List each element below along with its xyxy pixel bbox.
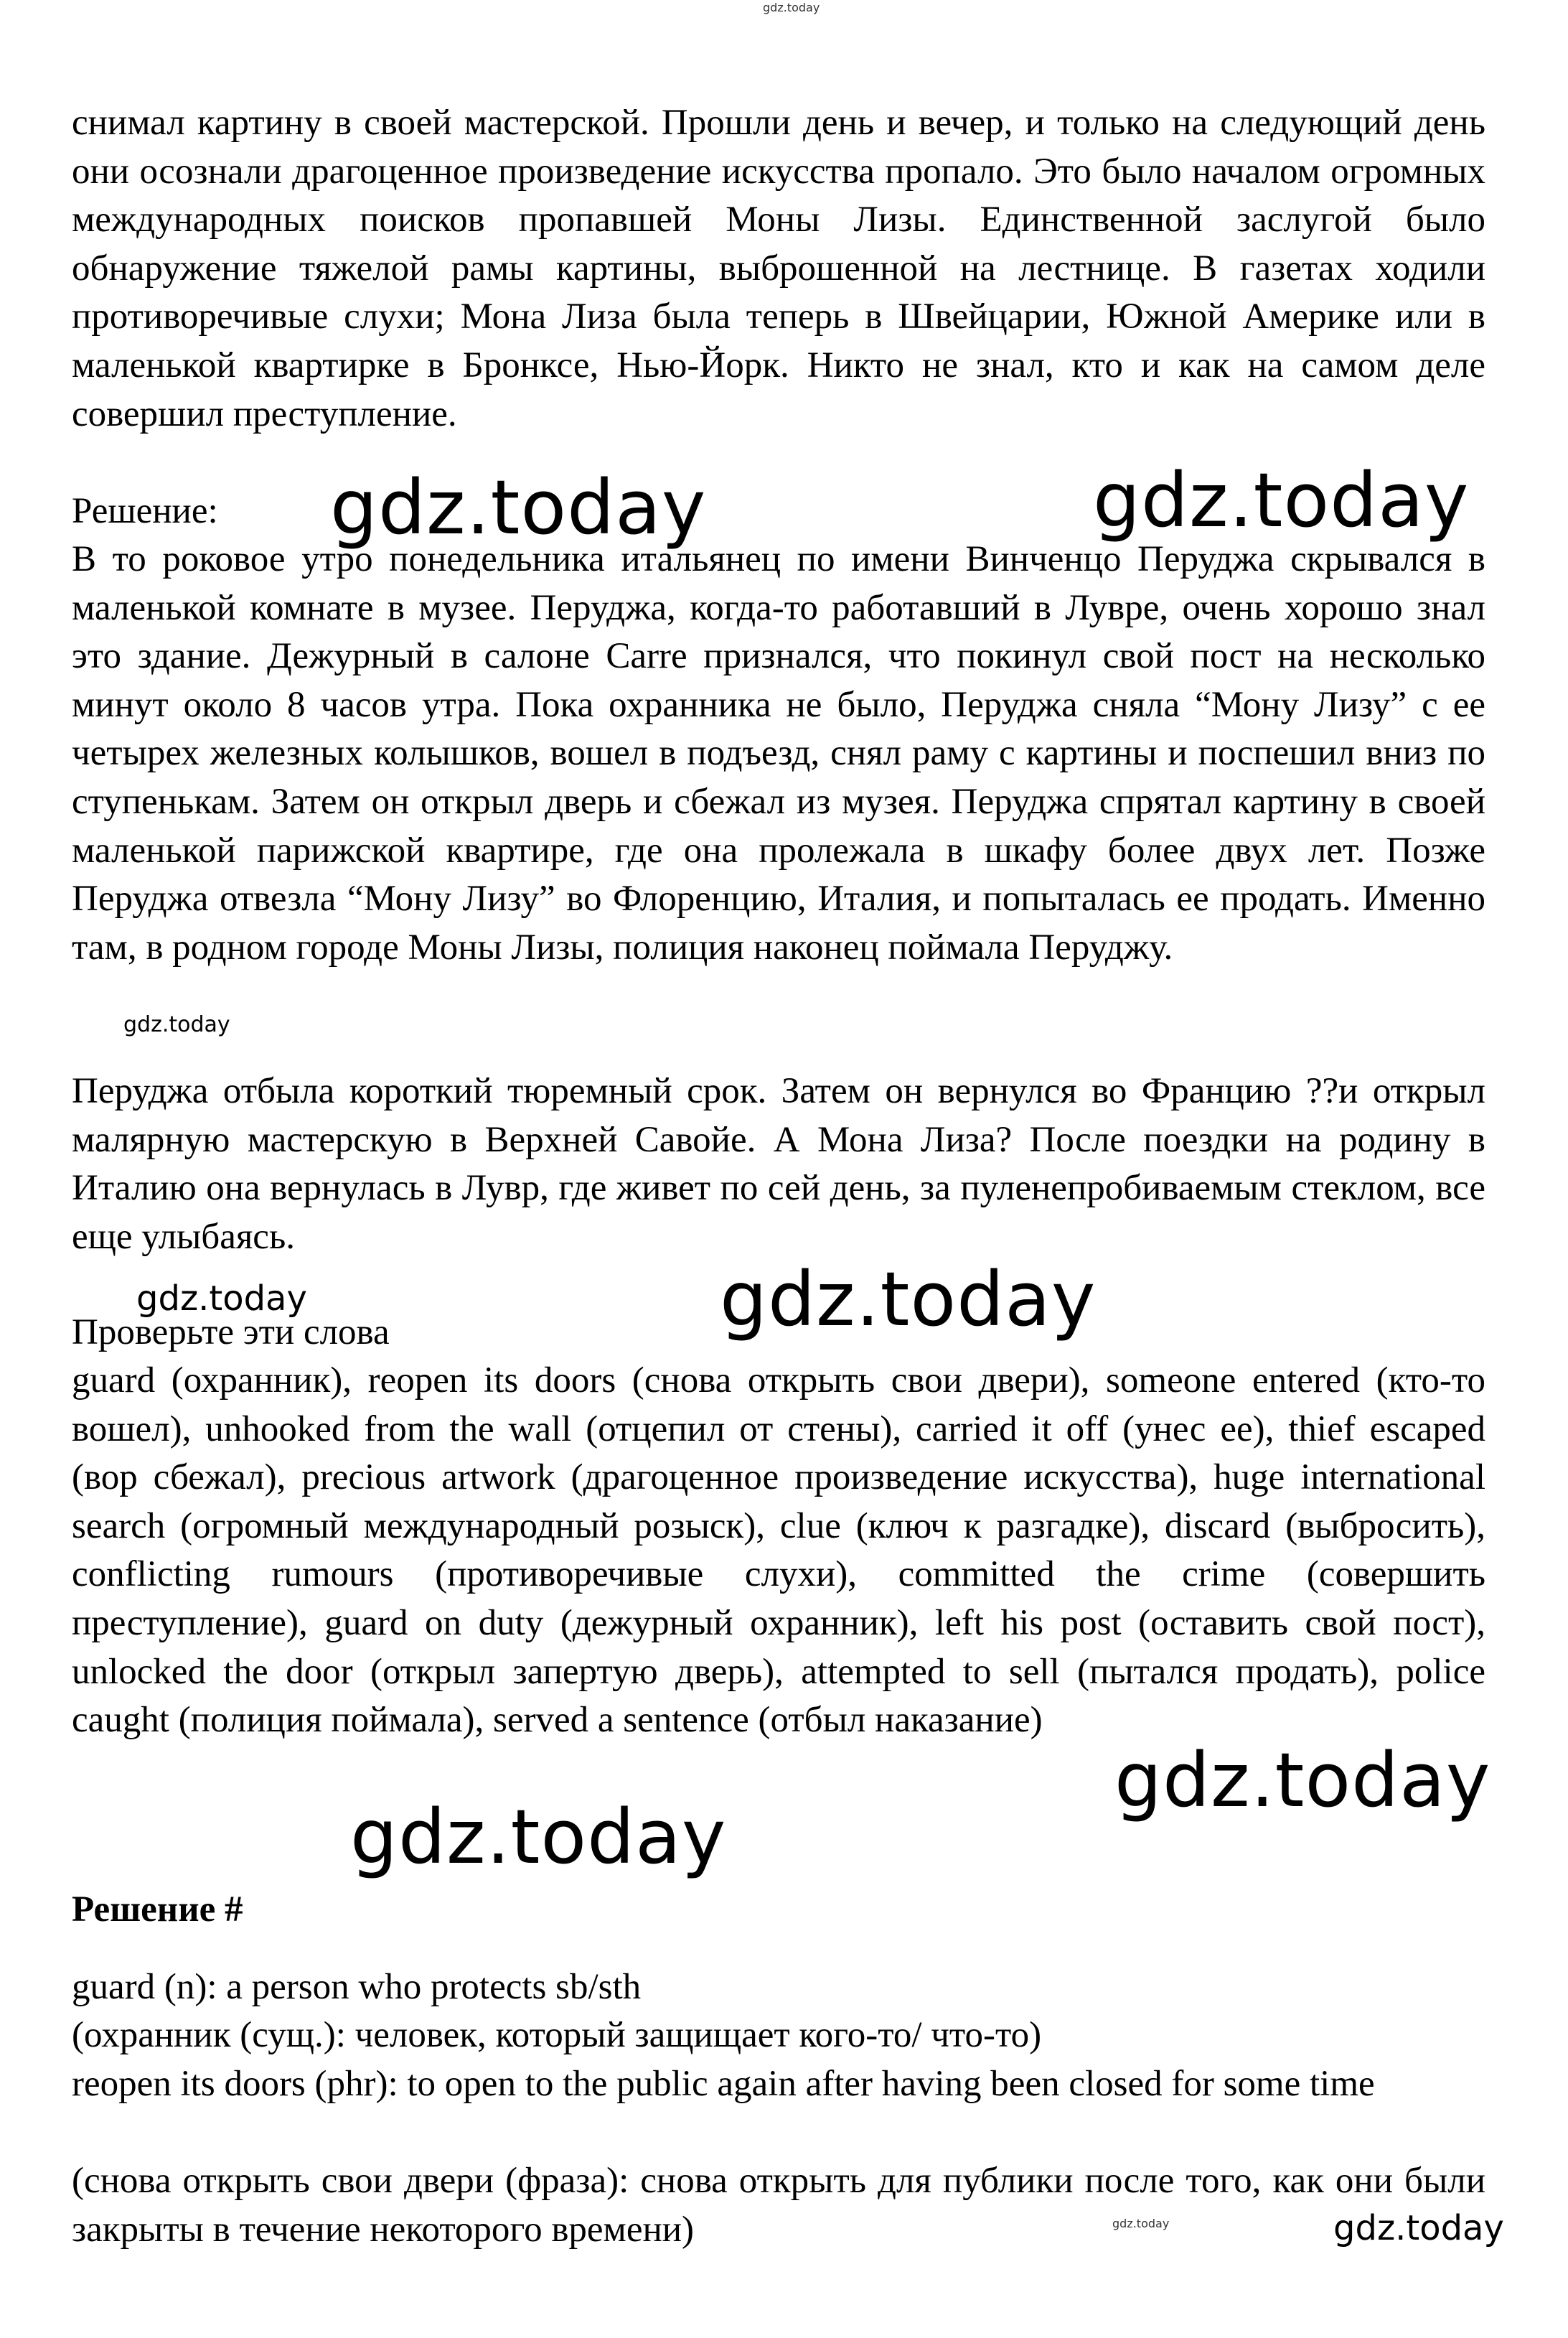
watermark-top: gdz.today <box>763 1 820 14</box>
watermark-8: gdz.today <box>1112 2217 1170 2230</box>
solution-paragraph: В то роковое утро понедельника итальянец по имени Винченцо Перуджа скрывался в маленькой комнате в музее. Перуджа, когда-то работавший в Лувре, очень хорошо знал это здание. Дежурный в салоне Carre признался, что покинул свой пост на несколько минут около 8 часов утра. Пока охранника не было, Перуджа сняла “Мону Лизу” с ее четырех железных колышков, вошел в подъезд, снял раму с картины и поспешил вниз по ступенькам. Затем он открыл дверь и сбежал из музея. Перуджа спрятал картину в своей маленькой парижской квартире, где она пролежала в шкафу более двух лет. Позже Перуджа отвезла “Мону Лизу” во Флоренцию, Италия, и попыталась ее продать. Именно там, в родном городе Моны Лизы, полиция наконец поймала Перуджу. <box>72 539 1485 968</box>
watermark-5: gdz.today <box>720 1255 1097 1343</box>
guard-definition-en: guard (n): a person who protects sb/sth <box>72 1967 642 2007</box>
watermark-4: gdz.today <box>136 1278 307 1319</box>
check-words-label: Проверьте эти слова <box>72 1312 390 1352</box>
reopen-definition-en: reopen its doors (phr): to open to the public again after having been closed for some time <box>72 2064 1375 2104</box>
watermark-2: gdz.today <box>1093 457 1470 544</box>
story-intro-paragraph: снимал картину в своей мастерской. Прошли день и вечер, и только на следующий день они осознали драгоценное произведение искусства пропало. Это было началом огромных международных поисков пропавшей Моны Лизы. Единственной заслугой было обнаружение тяжелой рамы картины, выброшенной на лестнице. В газетах ходили противоречивые слухи; Мона Лиза была теперь в Швейцарии, Южной Америке или в маленькой квартирке в Бронксе, Нью-Йорк. Никто не знал, кто и как на самом деле совершил преступление. <box>72 103 1485 434</box>
watermark-3: gdz.today <box>123 1012 230 1037</box>
solution-heading: Решение # <box>72 1889 243 1930</box>
watermark-9: gdz.today <box>1333 2208 1504 2248</box>
ending-paragraph: Перуджа отбыла короткий тюремный срок. Затем он вернулся во Францию ??и открыл малярную мастерскую в Верхней Савойе. А Мона Лиза? После поездки на родину в Италию она вернулась в Лувр, где живет по сей день, за пуленепробиваемым стеклом, все еще улыбаясь. <box>72 1071 1485 1257</box>
guard-definition-ru: (охранник (сущ.): человек, который защищает кого-то/ что-то) <box>72 2015 1042 2055</box>
watermark-6: gdz.today <box>1114 1736 1491 1824</box>
solution-label: Решение: <box>72 491 218 531</box>
vocabulary-paragraph: guard (охранник), reopen its doors (снова открыть свои двери), someone entered (кто-то вошел), unhooked from the wall (отцепил от стены), carried it off (унес ее), thief escaped (вор сбежал), precious artwork (драгоценное произведение искусства), huge international search (огромный международный розыск), clue (ключ к разгадке), discard (выбросить), conflicting rumours (противоречивые слухи), committed the crime (совершить преступление), guard on duty (дежурный охранник), left his post (оставить свой пост), unlocked the door (открыл запертую дверь), attempted to sell (пытался продать), police caught (полиция поймала), served a sentence (отбыл наказание) <box>72 1360 1485 1741</box>
reopen-definition-ru: (снова открыть свои двери (фраза): снова открыть для публики после того, как они были закрыты в течение некоторого времени) <box>72 2161 1485 2250</box>
watermark-7: gdz.today <box>350 1793 727 1881</box>
watermark-1: gdz.today <box>330 464 707 551</box>
